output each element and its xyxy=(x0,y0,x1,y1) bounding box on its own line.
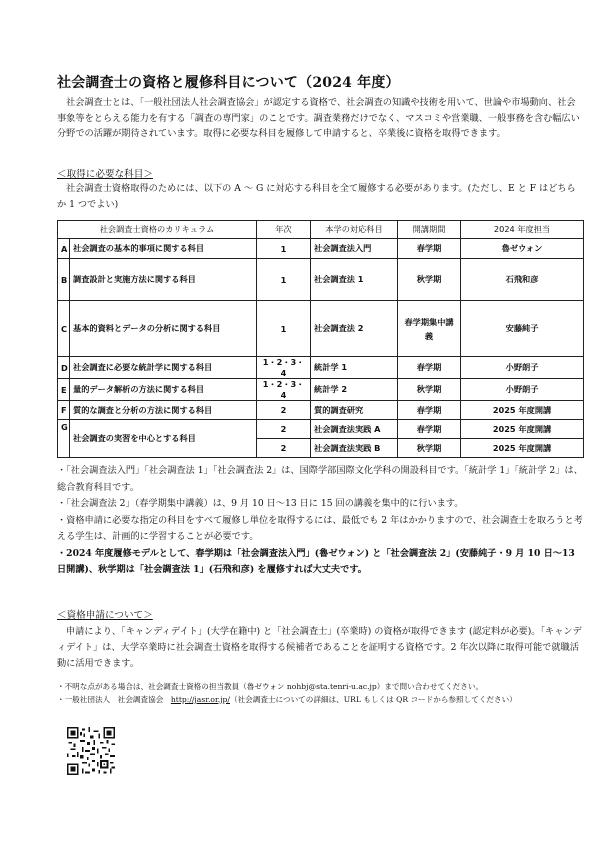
section-application-heading: ＜資格申請について＞ xyxy=(57,610,153,621)
section-required-body: 社会調査士資格取得のためには、以下の A ～ G に対応する科目を全て履修する必要があります。(ただし、E と F はどちらか 1 つでよい) xyxy=(57,183,576,210)
table-row xyxy=(58,357,584,379)
association-prefix: ・一般社団法人 社会調査協会 xyxy=(57,695,171,704)
row-letter: C xyxy=(58,301,70,357)
row-teacher: 2025 年度開講 xyxy=(461,420,584,439)
association-suffix: （社会調査士についての詳細は、URL もしくは QR コードから参照してください） xyxy=(229,695,517,704)
table-row xyxy=(58,239,584,259)
row-year: 1・2・3・4 xyxy=(257,379,311,401)
section-application-text xyxy=(57,624,582,672)
contact-note: ・不明な点がある場合は、社会調査士資格の担当教員（魯ゼウォン nohbj@sta.tenri-u.ac.jp）まで問い合わせてください。 xyxy=(57,682,484,691)
row-curriculum: 社会調査に必要な統計学に関する科目 xyxy=(70,357,257,379)
page-title: 社会調査士の資格と履修科目について（2024 年度） xyxy=(57,75,400,91)
intro-text: 社会調査士とは、「一般社団法人社会調査協会」が認定する資格で、社会調査の知識や技術を用いて、世論や市場動向、社会事象等をとらえる能力を有する「調査の専門家」のことです。調査業務だけでなく、マスコミや営業職、一般事務を含む幅広い分野での活躍が期待されています。取得に必要な科目を履修して申請すると、卒業後に資格を取得できます。 xyxy=(57,97,580,139)
row-term: 春学期 xyxy=(398,401,461,420)
row-year: 1・2・3・4 xyxy=(257,357,311,379)
row-term: 秋学期 xyxy=(398,259,461,301)
row-curriculum: 社会調査の基本的事項に関する科目 xyxy=(70,239,257,259)
table-row xyxy=(58,420,584,439)
header-course: 本学の対応科目 xyxy=(311,221,398,239)
row-teacher: 小野朗子 xyxy=(461,357,584,379)
table-row xyxy=(58,401,584,420)
row-letter: A xyxy=(58,239,70,259)
row-term: 春学期 xyxy=(398,239,461,259)
table-row xyxy=(58,379,584,401)
model-note: ・2024 年度履修モデルとして、春学期は「社会調査法入門」(魯ゼウォン) と「社会調査法 2」(安藤純子・9 月 10 日～13 日開講)、秋学期は「社会調査法 1」(石飛和彦) を履修すれば大丈夫です。 xyxy=(57,547,575,575)
row-letter: F xyxy=(58,401,70,420)
row-teacher: 2025 年度開講 xyxy=(461,401,584,420)
notes-block xyxy=(57,463,584,579)
row-year: 2 xyxy=(257,401,311,420)
row-course: 社会調査法 1 xyxy=(311,259,398,301)
association-link[interactable]: http://jasr.or.jp/ xyxy=(170,695,230,704)
row-year: 1 xyxy=(257,259,311,301)
row-term: 春学期 xyxy=(398,357,461,379)
header-term: 開講期間 xyxy=(398,221,461,239)
header-year: 年次 xyxy=(257,221,311,239)
row-course: 統計学 1 xyxy=(311,357,398,379)
row-letter: B xyxy=(58,259,70,301)
row-curriculum: 調査設計と実施方法に関する科目 xyxy=(70,259,257,301)
note-item: ・「社会調査法 2」（春学期集中講義）は、9 月 10 日～13 日に 15 回の講義を集中的に行います。 xyxy=(57,498,464,509)
section-application-body: 申請により、「キャンディデイト」(大学在籍中) と「社会調査士」(卒業時) の資格が取得できます (認定料が必要)。「キャンディデイト」は、大学卒業時に社会調査士資格を取得する候補者であることを証明する資格です。2 年次以降に取得可能で就職活動に活用できます。 xyxy=(57,626,582,669)
row-letter: E xyxy=(58,379,70,401)
association-note xyxy=(57,693,584,706)
table-row xyxy=(58,259,584,301)
row-curriculum: 量的データ解析の方法に関する科目 xyxy=(70,379,257,401)
row-term: 秋学期 xyxy=(398,439,461,458)
row-term: 春学期集中講義 xyxy=(398,301,461,357)
row-course: 社会調査法 2 xyxy=(311,301,398,357)
row-year: 1 xyxy=(257,301,311,357)
row-teacher: 魯ゼウォン xyxy=(461,239,584,259)
row-curriculum: 基本的資料とデータの分析に関する科目 xyxy=(70,301,257,357)
row-year: 2 xyxy=(257,420,311,439)
row-teacher: 安藤純子 xyxy=(461,301,584,357)
row-curriculum: 社会調査の実習を中心とする科目 xyxy=(70,420,257,458)
row-term: 春学期 xyxy=(398,420,461,439)
footer-notes xyxy=(57,680,584,706)
note-item: ・資格申請に必要な指定の科目をすべて履修し単位を取得するには、最低でも 2 年はかかりますので、社会調査士を取ろうと考える学生は、計画的に学習することが必要です。 xyxy=(57,514,583,542)
qr-code-icon[interactable] xyxy=(67,727,115,775)
table-header-row xyxy=(58,221,584,239)
header-curriculum: 社会調査士資格のカリキュラム xyxy=(58,221,257,239)
section-required-text xyxy=(57,181,582,212)
section-required-heading: ＜取得に必要な科目＞ xyxy=(57,169,153,180)
row-course: 統計学 2 xyxy=(311,379,398,401)
row-letter: D xyxy=(58,357,70,379)
row-year: 2 xyxy=(257,439,311,458)
intro-paragraph xyxy=(57,95,582,142)
row-term: 秋学期 xyxy=(398,379,461,401)
row-year: 1 xyxy=(257,239,311,259)
row-curriculum: 質的な調査と分析の方法に関する科目 xyxy=(70,401,257,420)
table-row xyxy=(58,301,584,357)
row-teacher: 2025 年度開講 xyxy=(461,439,584,458)
row-course: 社会調査法実践 A xyxy=(311,420,398,439)
note-item: ・「社会調査法入門」「社会調査法 1」「社会調査法 2」は、国際学部国際文化学科の開設科目です。「統計学 1」「統計学 2」は、総合教育科目です。 xyxy=(57,465,583,493)
row-letter: G xyxy=(58,420,70,458)
row-course: 社会調査法入門 xyxy=(311,239,398,259)
row-course: 社会調査法実践 B xyxy=(311,439,398,458)
curriculum-table xyxy=(57,220,584,458)
row-teacher: 小野朗子 xyxy=(461,379,584,401)
row-course: 質的調査研究 xyxy=(311,401,398,420)
header-teacher: 2024 年度担当 xyxy=(461,221,584,239)
row-teacher: 石飛和彦 xyxy=(461,259,584,301)
